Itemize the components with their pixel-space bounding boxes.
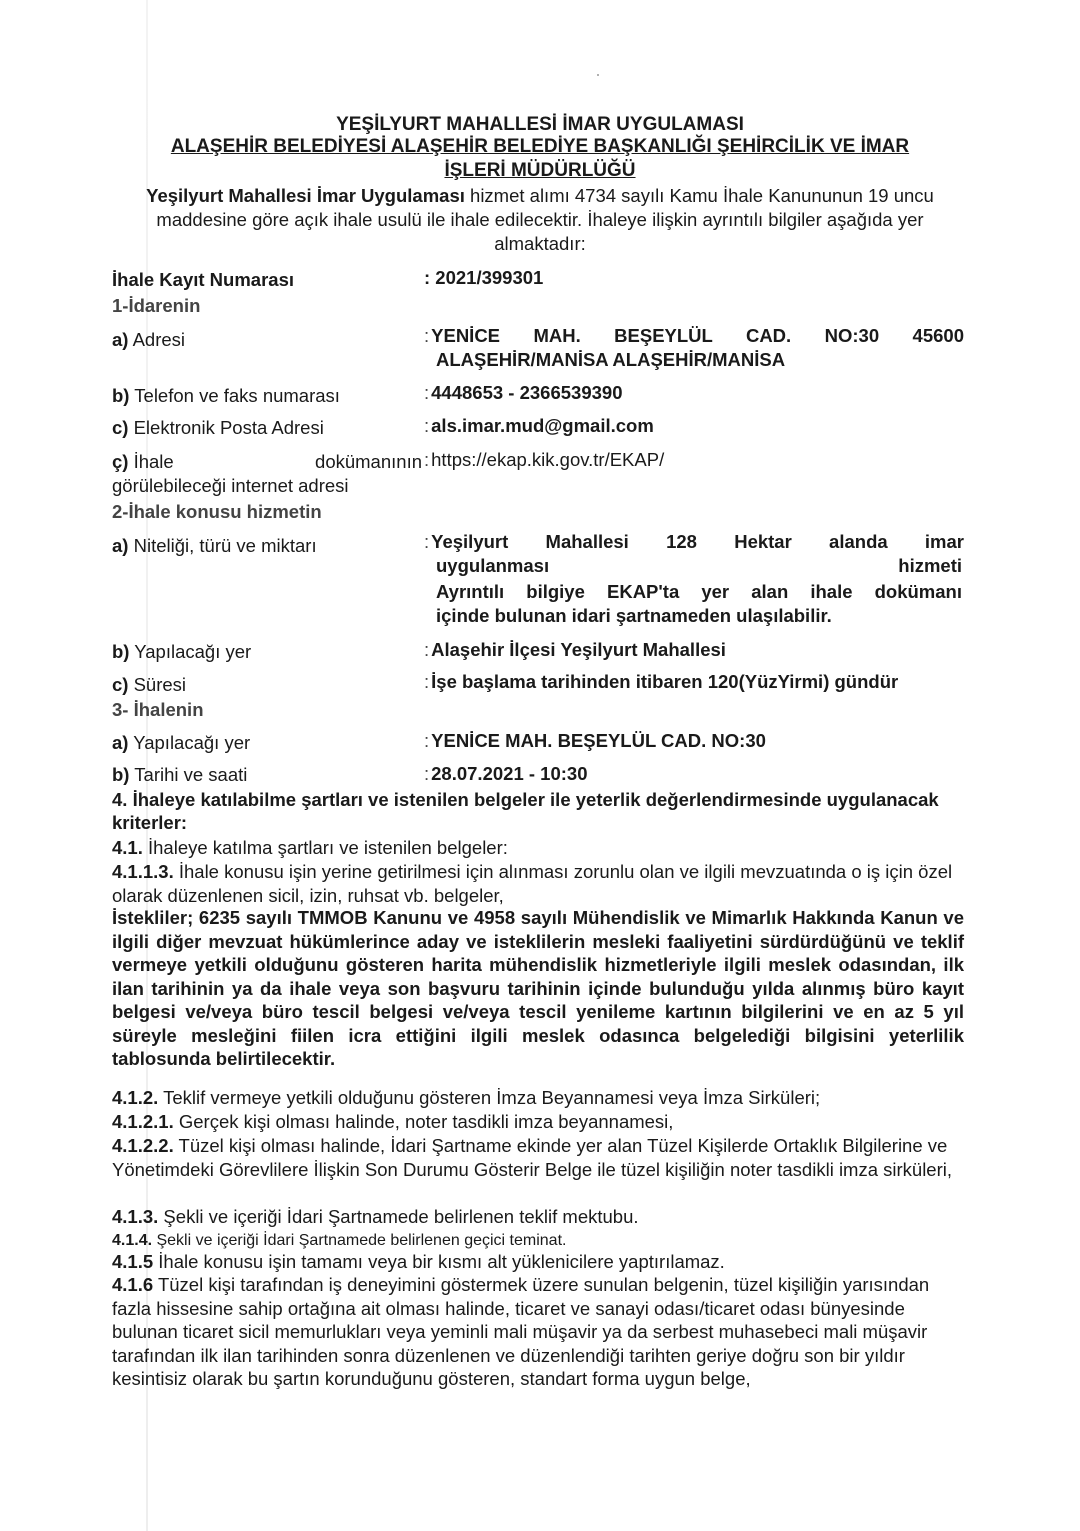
nature-label xyxy=(112,534,422,558)
tender-place-text: YENİCE MAH. BEŞEYLÜL CAD. NO:30 xyxy=(431,730,766,751)
service-place-key: b) xyxy=(112,641,130,662)
tender-datetime-label-text: Tarihi ve saati xyxy=(134,764,248,785)
tender-place-key: a) xyxy=(112,732,129,753)
tender-place-label xyxy=(112,731,422,755)
tender-datetime-label xyxy=(112,763,422,787)
email-label xyxy=(112,416,422,440)
address-label-text: Adresi xyxy=(132,329,186,350)
address-key: a) xyxy=(112,329,129,350)
address-colon: : xyxy=(424,325,430,346)
email-label-text: Elektronik Posta Adresi xyxy=(133,417,324,438)
para-4-1-4 xyxy=(112,1229,964,1253)
para-4-1-2-1-text: Gerçek kişi olması halinde, noter tasdikli imza beyannamesi, xyxy=(173,1111,674,1132)
address-line1: YENİCE MAH. BEŞEYLÜL CAD. NO:30 45600 xyxy=(431,325,964,346)
para-4-1-3-text: Şekli ve içeriği İdari Şartnamede belirlenen teklif mektubu. xyxy=(158,1206,639,1227)
para-4-1-2-1 xyxy=(112,1110,964,1134)
nature-label-text: Niteliği, türü ve miktarı xyxy=(133,535,317,556)
para-4-1-4-text: Şekli ve içeriği İdari Şartnamede belirlenen geçici teminat. xyxy=(152,1232,567,1249)
para-4-1-2-1-num: 4.1.2.1. xyxy=(112,1111,174,1132)
tender-datetime-text: 28.07.2021 - 10:30 xyxy=(431,763,588,784)
service-place-label-text: Yapılacağı yer xyxy=(134,641,252,662)
address-label xyxy=(112,328,422,352)
intro-text: hizmet alımı 4734 sayılı Kamu İhale Kanununun 19 uncu maddesine göre açık ihale usulü ile ihale edilecektir. İhaleye ilişkin ayrıntılı bilgiler aşağıda yer almaktadır: xyxy=(156,185,934,254)
department-name: İŞLERİ MÜDÜRLÜĞÜ xyxy=(444,160,636,181)
tender-place-label-text: Yapılacağı yer xyxy=(133,732,251,753)
institution-name: ALAŞEHİR BELEDİYESİ ALAŞEHİR BELEDİYE BAŞKANLIĞI ŞEHİRCİLİK VE İMAR xyxy=(170,136,910,157)
email-colon: : xyxy=(424,415,430,436)
section3-title: 3- İhalenin xyxy=(112,699,204,720)
para-4-1-2-text: Teklif vermeye yetkili olduğunu gösteren İmza Beyannamesi veya İmza Sirküleri; xyxy=(158,1087,821,1108)
para-4-1 xyxy=(112,836,964,860)
qualification-paragraph: İstekliler; 6235 sayılı TMMOB Kanunu ve 4958 sayılı Mühendislik ve Mimarlık Hakkında Kanun ve ilgili diğer mevzuat hükümlerince aday ve isteklilerin mesleki faaliyetini sürdürdüğünü ve teklif vermeye yetkili olduğunu gösteren harita mühendislik hizmetleriyle ilgili meslek odasından, ilk ilan tarihinin ya da ihale veya son başvuru tarihinin içinde bulunduğu yılda alınmış büro kayıt belgesi ve/veya büro tescil belgesi ve/veya tescil yenileme kartının bilgilerini ve en az 5 yıl süreyle mesleğini fiilen icra ettiğini ilgili meslek odasınca belgelediği bilgisini yeterlilik tablosunda belirtilecektir. xyxy=(112,907,964,1069)
registry-value: : 2021/399301 xyxy=(424,267,544,288)
document-title: YEŞİLYURT MAHALLESİ İMAR UYGULAMASI xyxy=(336,114,744,135)
nature-line4: içinde bulunan idari şartnameden ulaşılabilir. xyxy=(436,605,832,626)
para-4-1-3 xyxy=(112,1205,964,1229)
intro-lead: Yeşilyurt Mahallesi İmar Uygulaması xyxy=(146,185,465,206)
phone-label-text: Telefon ve faks numarası xyxy=(134,385,340,406)
email-key: c) xyxy=(112,417,129,438)
para-4-1-2-2-num: 4.1.2.2. xyxy=(112,1135,174,1156)
para-4-1-2-num: 4.1.2. xyxy=(112,1087,159,1108)
para-4-1-2-2 xyxy=(112,1134,964,1181)
para-4-1-5-text: İhale konusu işin tamamı veya bir kısmı alt yüklenicilere yaptırılamaz. xyxy=(153,1251,725,1272)
phone-colon: : xyxy=(424,382,430,403)
web-label2: dokümanının xyxy=(315,451,422,472)
web-colon: : xyxy=(424,449,430,470)
web-value xyxy=(424,448,964,472)
para-4-1-5-num: 4.1.5 xyxy=(112,1251,154,1272)
phone-label xyxy=(112,384,422,408)
para-4-1-5 xyxy=(112,1250,964,1274)
duration-key: c) xyxy=(112,674,129,695)
service-place-value xyxy=(424,638,964,662)
scan-dot xyxy=(597,74,599,76)
phone-key: b) xyxy=(112,385,130,406)
para-4-1-text: İhaleye katılma şartları ve istenilen belgeler: xyxy=(142,837,508,858)
duration-label-text: Süresi xyxy=(133,674,187,695)
phone-value xyxy=(424,381,964,405)
web-key: ç) xyxy=(112,451,129,472)
duration-value xyxy=(424,670,964,694)
para-4-1-1-3-text: İhale konusu işin yerine getirilmesi için alınması zorunlu olan ve ilgili mevzuatında o iş için özel olarak düzenlenen sicil, izin, ruhsat vb. belgeler, xyxy=(112,861,953,906)
duration-label xyxy=(112,673,422,697)
nature-colon: : xyxy=(424,531,430,552)
section1-title: 1-İdarenin xyxy=(112,295,201,316)
email-value xyxy=(424,414,964,438)
tender-datetime-colon: : xyxy=(424,763,430,784)
web-label1: İhale xyxy=(133,451,174,472)
service-place-label xyxy=(112,640,422,664)
nature-line3: Ayrıntılı bilgiye EKAP'ta yer alan ihale dokümanı xyxy=(436,581,962,602)
tender-place-value xyxy=(424,729,964,753)
para-4-1-num: 4.1. xyxy=(112,837,143,858)
duration-colon: : xyxy=(424,671,430,692)
web-url: https://ekap.kik.gov.tr/EKAP/ xyxy=(431,449,665,470)
tender-place-colon: : xyxy=(424,730,430,751)
duration-text: İşe başlama tarihinden itibaren 120(YüzYirmi) gündür xyxy=(431,671,899,692)
para-4-1-6-num: 4.1.6 xyxy=(112,1274,154,1295)
registry-label: İhale Kayıt Numarası xyxy=(112,269,294,290)
nature-line2b: hizmeti xyxy=(898,555,962,576)
nature-key: a) xyxy=(112,535,129,556)
section2-title: 2-İhale konusu hizmetin xyxy=(112,501,322,522)
nature-line2 xyxy=(436,554,962,578)
intro-paragraph xyxy=(110,184,970,256)
email-address: als.imar.mud@gmail.com xyxy=(431,415,654,436)
para-4-1-4-num: 4.1.4. xyxy=(112,1232,153,1249)
para-4-1-6 xyxy=(112,1273,964,1391)
phone-number: 4448653 - 2366539390 xyxy=(431,382,623,403)
nature-line1 xyxy=(424,530,964,554)
nature-line2a: uygulanması xyxy=(436,555,550,576)
para-4-1-1-3 xyxy=(112,860,964,907)
nature-line1-text: Yeşilyurt Mahallesi 128 Hektar alanda imar xyxy=(431,531,964,552)
service-place-text: Alaşehir İlçesi Yeşilyurt Mahallesi xyxy=(431,639,726,660)
tender-datetime-value xyxy=(424,762,964,786)
para-4-1-6-text: Tüzel kişi tarafından iş deneyimini göstermek üzere sunulan belgenin, tüzel kişiliğin yarısından fazla hissesine sahip ortağına ait olması halinde, ticaret ve sanayi odası/ticaret odası bünyesinde bulunan ticaret sicil memurlukları veya yeminli mali müşavir ya da serbest muhasebeci mali müşavir tarafından ilk ilan tarihinden sonra düzenlenen ve düzenlendiği tarihten geriye doğru son bir yıldır kesintisiz olarak bu şartın korunduğunu gösteren, standart forma uygun belge, xyxy=(112,1274,930,1389)
service-place-colon: : xyxy=(424,639,430,660)
para-4-1-3-num: 4.1.3. xyxy=(112,1206,159,1227)
section4-title: 4. İhaleye katılabilme şartları ve istenilen belgeler ile yeterlik değerlendirmesinde uygulanacak kriterler: xyxy=(112,789,939,833)
para-4-1-1-3-num: 4.1.1.3. xyxy=(112,861,174,882)
tender-datetime-key: b) xyxy=(112,764,130,785)
address-value-line2: ALAŞEHİR/MANİSA ALAŞEHİR/MANİSA xyxy=(436,349,786,370)
para-4-1-2 xyxy=(112,1086,964,1110)
address-value-line1 xyxy=(424,324,964,348)
para-4-1-2-2-text: Tüzel kişi olması halinde, İdari Şartname ekinde yer alan Tüzel Kişilerde Ortaklık Bilgilerine ve Yönetimdeki Görevlilere İlişkin Son Durumu Gösterir Belge ile tüzel kişiliğin noter tasdikli imza sirküleri, xyxy=(112,1135,953,1180)
web-label3: görülebileceği internet adresi xyxy=(112,475,349,496)
